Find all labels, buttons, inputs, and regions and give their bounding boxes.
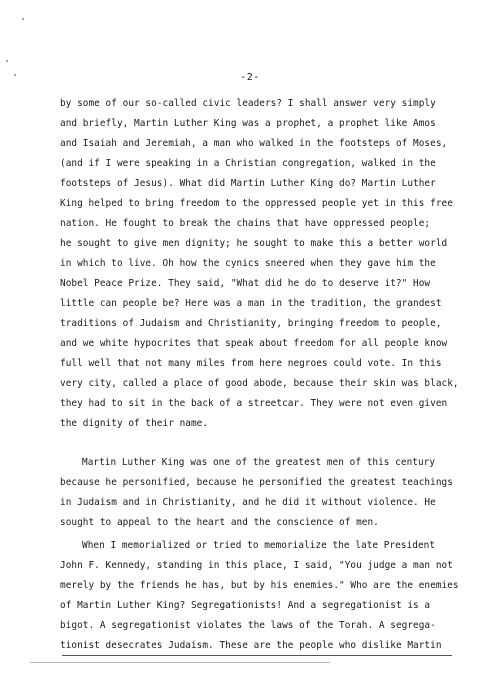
text-line: Martin Luther King was one of the greatest men of this century (82, 457, 436, 468)
page-bottom-rule-faint (30, 662, 330, 663)
text-line: When I memorialized or tried to memorialize the late President (82, 540, 436, 551)
text-line: merely by the friends he has, but by his enemies." Who are the enemies (60, 580, 459, 591)
text-line: traditions of Judaism and Christianity, bringing freedom to people, (60, 318, 442, 329)
text-line: and Isaiah and Jeremiah, a man who walked in the footsteps of Moses, (60, 138, 448, 149)
margin-speck (22, 18, 24, 20)
text-line: he sought to give men dignity; he sought to make this a better world (60, 238, 448, 249)
text-line: footsteps of Jesus). What did Martin Luther King do? Martin Luther (60, 178, 436, 189)
text-line: John F. Kennedy, standing in this place, I said, "You judge a man not (60, 560, 453, 571)
page-bottom-rule (62, 655, 452, 656)
text-line: by some of our so-called civic leaders? I shall answer very simply (60, 98, 436, 109)
text-line: full well that not many miles from here negroes could vote. In this (60, 358, 442, 369)
text-line: because he personified, because he personified the greatest teachings (60, 477, 453, 488)
text-line: very city, called a place of good abode, because their skin was black, (60, 378, 459, 389)
text-line: and briefly, Martin Luther King was a prophet, a prophet like Amos (60, 118, 436, 129)
text-line: tionist desecrates Judaism. These are the people who dislike Martin (60, 640, 442, 651)
text-line: and we white hypocrites that speak about freedom for all people know (60, 338, 448, 349)
text-line: sought to appeal to the heart and the conscience of men. (60, 517, 379, 528)
text-line: bigot. A segregationist violates the laws of the Torah. A segrega- (60, 620, 436, 631)
text-line: nation. He fought to break the chains that have oppressed people; (60, 218, 431, 229)
text-line: King helped to bring freedom to the oppressed people yet in this free (60, 198, 453, 209)
text-line: the dignity of their name. (60, 418, 209, 429)
paragraph-1 (60, 94, 480, 434)
text-line: little can people be? Here was a man in the tradition, the grandest (60, 298, 442, 309)
paragraph-3 (60, 536, 480, 656)
text-line: Nobel Peace Prize. They said, "What did he do to deserve it?" How (60, 278, 431, 289)
text-line: of Martin Luther King? Segregationists! And a segregationist is a (60, 600, 431, 611)
text-line: in which to live. Oh how the cynics sneered when they gave him the (60, 258, 436, 269)
paragraph-2 (60, 453, 480, 533)
text-line: in Judaism and in Christianity, and he did it without violence. He (60, 497, 436, 508)
text-line: they had to sit in the back of a streetcar. They were not even given (60, 398, 448, 409)
text-line: (and if I were speaking in a Christian congregation, walked in the (60, 158, 436, 169)
page-number: -2- (240, 72, 260, 83)
margin-speck (6, 60, 8, 62)
